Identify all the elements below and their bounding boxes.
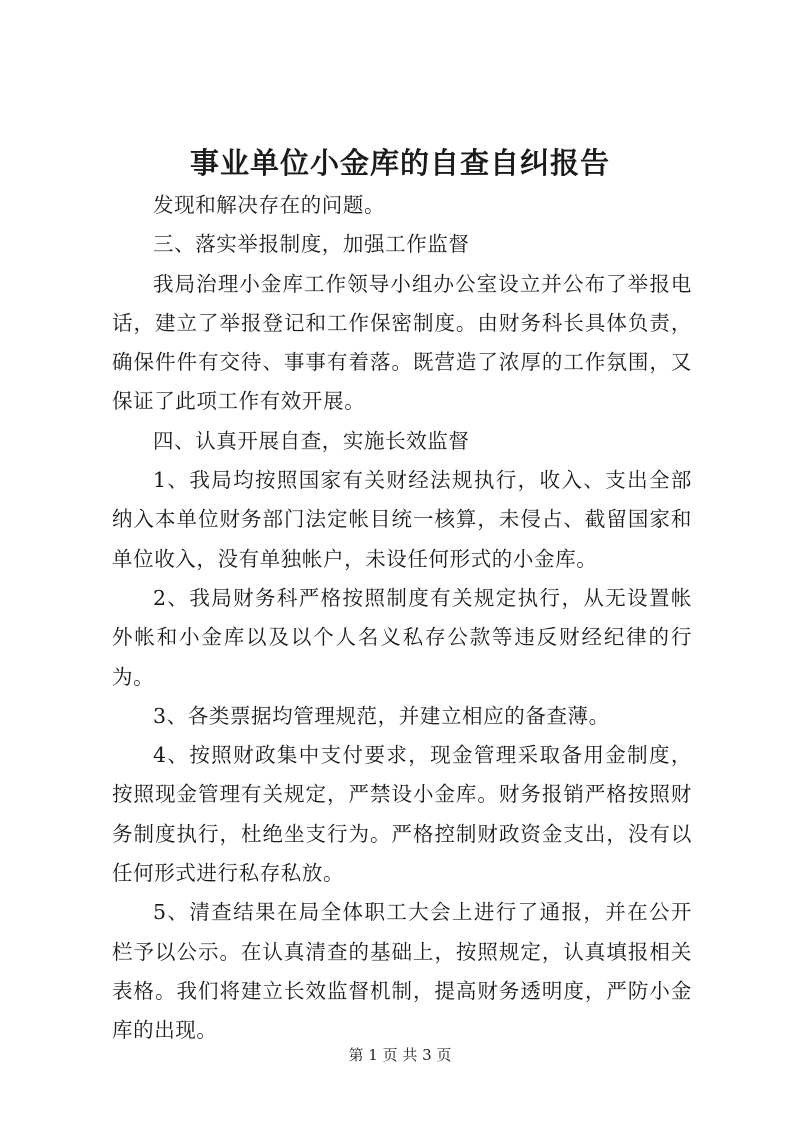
page-number-footer: 第 1 页 共 3 页 — [348, 1046, 452, 1064]
paragraph: 2、我局财务科严格按照制度有关规定执行，从无设置帐外帐和小金库以及以个人名义私存公款等违反财经纪律的行为。 — [112, 585, 692, 689]
section-heading: 四、认真开展自查，实施长效监督 — [153, 428, 470, 453]
paragraph: 5、清查结果在局全体职工大会上进行了通报，并在公开栏予以公示。在认真清查的基础上，按照规定，认真填报相关表格。我们将建立长效监督机制，提高财务透明度，严防小金库的出现。 — [112, 900, 692, 1043]
section-heading: 三、落实举报制度，加强工作监督 — [153, 232, 470, 257]
paragraph: 1、我局均按照国家有关财经法规执行，收入、支出全部纳入本单位财务部门法定帐目统一核算，未侵占、截留国家和单位收入，没有单独帐户，未设任何形式的小金库。 — [112, 468, 692, 571]
document-title: 事业单位小金库的自查自纠报告 — [189, 146, 610, 180]
document-body — [112, 186, 692, 1051]
paragraph: 4、按照财政集中支付要求，现金管理采取备用金制度，按照现金管理有关规定，严禁设小金库。财务报销严格按照财务制度执行，杜绝坐支行为。严格控制财政资金支出，没有以任何形式进行私存私放。 — [112, 743, 692, 886]
paragraph: 我局治理小金库工作领导小组办公室设立并公布了举报电话，建立了举报登记和工作保密制度。由财务科长具体负责，确保件件有交待、事事有着落。既营造了浓厚的工作氛围，又保证了此项工作有效开展。 — [112, 271, 692, 414]
paragraph: 发现和解决存在的问题。 — [153, 193, 386, 217]
paragraph: 3、各类票据均管理规范，并建立相应的备查薄。 — [153, 703, 610, 728]
